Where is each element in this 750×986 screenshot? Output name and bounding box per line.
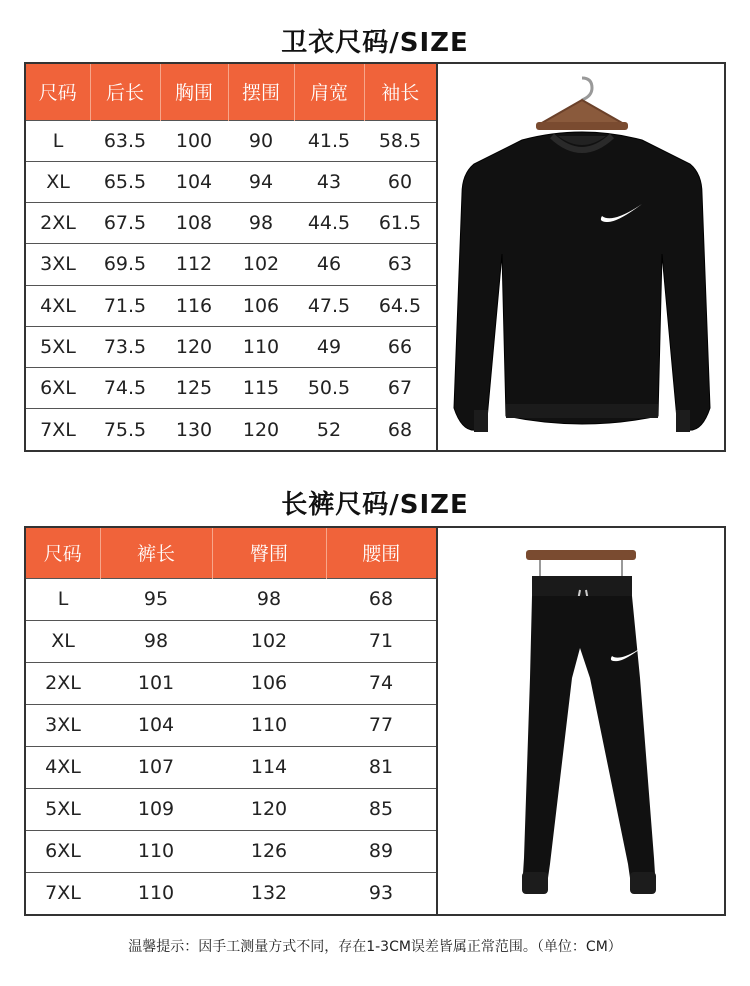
hoodie-table-cell: 49 <box>294 326 364 367</box>
hoodie-table-row <box>26 203 436 244</box>
hoodie-table-cell: 61.5 <box>364 203 436 244</box>
hoodie-table-cell: 4XL <box>26 285 90 326</box>
hoodie-table-cell: 74.5 <box>90 368 160 409</box>
hoodie-table-row <box>26 326 436 367</box>
pants-table-row <box>26 704 436 746</box>
pants-table-cell: L <box>26 578 100 620</box>
hoodie-table-cell: 104 <box>160 161 228 202</box>
hoodie-header-cell: 后长 <box>90 64 160 120</box>
hoodie-product-photo <box>440 64 724 450</box>
pants-table-cell: XL <box>26 620 100 662</box>
pants-image <box>440 528 724 914</box>
footer-note: 温馨提示：因手工测量方式不同，存在1-3CM误差皆属正常范围。（单位：CM） <box>128 939 622 955</box>
hoodie-table-cell: 46 <box>294 244 364 285</box>
hoodie-header-cell: 胸围 <box>160 64 228 120</box>
hoodie-table-cell: 47.5 <box>294 285 364 326</box>
hoodie-table-cell: 67 <box>364 368 436 409</box>
hoodie-table-cell: 43 <box>294 161 364 202</box>
pants-size-table <box>26 528 436 914</box>
pants-table-cell: 81 <box>326 746 436 788</box>
hoodie-table-cell: 69.5 <box>90 244 160 285</box>
pants-header-cell: 腰围 <box>326 528 436 578</box>
pants-table-cell: 120 <box>212 788 326 830</box>
hoodie-table-cell: 98 <box>228 203 294 244</box>
pants-table-row <box>26 830 436 872</box>
hoodie-size-title: 卫衣尺码/SIZE <box>281 28 469 58</box>
hoodie-table-cell: 64.5 <box>364 285 436 326</box>
hoodie-table-cell: 73.5 <box>90 326 160 367</box>
hoodie-table-cell: 6XL <box>26 368 90 409</box>
hoodie-table-cell: 100 <box>160 120 228 161</box>
pants-table-row <box>26 578 436 620</box>
pants-header-cell: 臀围 <box>212 528 326 578</box>
pants-table-cell: 110 <box>100 872 212 914</box>
hoodie-table-cell: 52 <box>294 409 364 450</box>
hoodie-table-cell: 94 <box>228 161 294 202</box>
pants-table-cell: 98 <box>212 578 326 620</box>
hoodie-table-cell: 5XL <box>26 326 90 367</box>
pants-table-cell: 107 <box>100 746 212 788</box>
hoodie-table-row <box>26 120 436 161</box>
pants-table-cell: 106 <box>212 662 326 704</box>
hoodie-table-cell: 106 <box>228 285 294 326</box>
pants-table-cell: 126 <box>212 830 326 872</box>
sweatshirt-image <box>440 64 724 450</box>
hoodie-table-row <box>26 244 436 285</box>
hoodie-table-row <box>26 409 436 450</box>
pants-table-cell: 132 <box>212 872 326 914</box>
pants-table-cell: 71 <box>326 620 436 662</box>
hoodie-table-cell: 50.5 <box>294 368 364 409</box>
pants-table-cell: 68 <box>326 578 436 620</box>
pants-header-cell: 尺码 <box>26 528 100 578</box>
hoodie-table-cell: 110 <box>228 326 294 367</box>
pants-table-cell: 110 <box>212 704 326 746</box>
hoodie-header-row <box>26 64 436 120</box>
hoodie-table-cell: 68 <box>364 409 436 450</box>
pants-table-row <box>26 788 436 830</box>
hoodie-table-cell: 108 <box>160 203 228 244</box>
hoodie-table-cell: 116 <box>160 285 228 326</box>
pants-table-cell: 95 <box>100 578 212 620</box>
pants-table-row <box>26 746 436 788</box>
pants-table-cell: 114 <box>212 746 326 788</box>
pants-table-cell: 4XL <box>26 746 100 788</box>
hoodie-table-cell: 120 <box>228 409 294 450</box>
pants-product-photo <box>440 528 724 914</box>
hoodie-table-cell: 71.5 <box>90 285 160 326</box>
hoodie-size-table <box>26 64 436 450</box>
hoodie-table-cell: L <box>26 120 90 161</box>
hoodie-table-cell: 44.5 <box>294 203 364 244</box>
hoodie-divider <box>436 64 438 450</box>
hoodie-table-cell: 41.5 <box>294 120 364 161</box>
pants-header-row <box>26 528 436 578</box>
pants-header-cell: 裤长 <box>100 528 212 578</box>
hoodie-table-cell: 63 <box>364 244 436 285</box>
pants-table-row <box>26 872 436 914</box>
pants-table-cell: 89 <box>326 830 436 872</box>
hoodie-table-cell: 2XL <box>26 203 90 244</box>
pants-table-row <box>26 620 436 662</box>
pants-size-title: 长裤尺码/SIZE <box>281 490 469 520</box>
pants-table-cell: 101 <box>100 662 212 704</box>
pants-table-cell: 110 <box>100 830 212 872</box>
hoodie-table-cell: 63.5 <box>90 120 160 161</box>
pants-divider <box>436 528 438 914</box>
pants-table-cell: 85 <box>326 788 436 830</box>
hoodie-table-cell: 67.5 <box>90 203 160 244</box>
pants-table-cell: 77 <box>326 704 436 746</box>
hoodie-table-cell: 90 <box>228 120 294 161</box>
hoodie-table-row <box>26 161 436 202</box>
hoodie-header-cell: 肩宽 <box>294 64 364 120</box>
hoodie-table-cell: 3XL <box>26 244 90 285</box>
hoodie-table-row <box>26 285 436 326</box>
hoodie-table-cell: 112 <box>160 244 228 285</box>
pants-table-cell: 104 <box>100 704 212 746</box>
hoodie-table-cell: 60 <box>364 161 436 202</box>
hoodie-table-cell: 125 <box>160 368 228 409</box>
pants-table-cell: 2XL <box>26 662 100 704</box>
hoodie-table-cell: 120 <box>160 326 228 367</box>
pants-table-cell: 102 <box>212 620 326 662</box>
hoodie-table-cell: 102 <box>228 244 294 285</box>
pants-table-row <box>26 662 436 704</box>
hoodie-header-cell: 袖长 <box>364 64 436 120</box>
pants-table-cell: 3XL <box>26 704 100 746</box>
hoodie-table-cell: 115 <box>228 368 294 409</box>
hoodie-table-cell: 58.5 <box>364 120 436 161</box>
hoodie-table-cell: 130 <box>160 409 228 450</box>
hoodie-table-cell: 65.5 <box>90 161 160 202</box>
hoodie-table-cell: XL <box>26 161 90 202</box>
pants-table-cell: 74 <box>326 662 436 704</box>
hoodie-table-cell: 7XL <box>26 409 90 450</box>
hoodie-table-cell: 66 <box>364 326 436 367</box>
hoodie-table-cell: 75.5 <box>90 409 160 450</box>
pants-table-cell: 98 <box>100 620 212 662</box>
pants-table-cell: 93 <box>326 872 436 914</box>
hoodie-table-row <box>26 368 436 409</box>
hoodie-header-cell: 摆围 <box>228 64 294 120</box>
pants-table-cell: 7XL <box>26 872 100 914</box>
pants-table-cell: 5XL <box>26 788 100 830</box>
hoodie-header-cell: 尺码 <box>26 64 90 120</box>
pants-table-cell: 109 <box>100 788 212 830</box>
pants-table-cell: 6XL <box>26 830 100 872</box>
